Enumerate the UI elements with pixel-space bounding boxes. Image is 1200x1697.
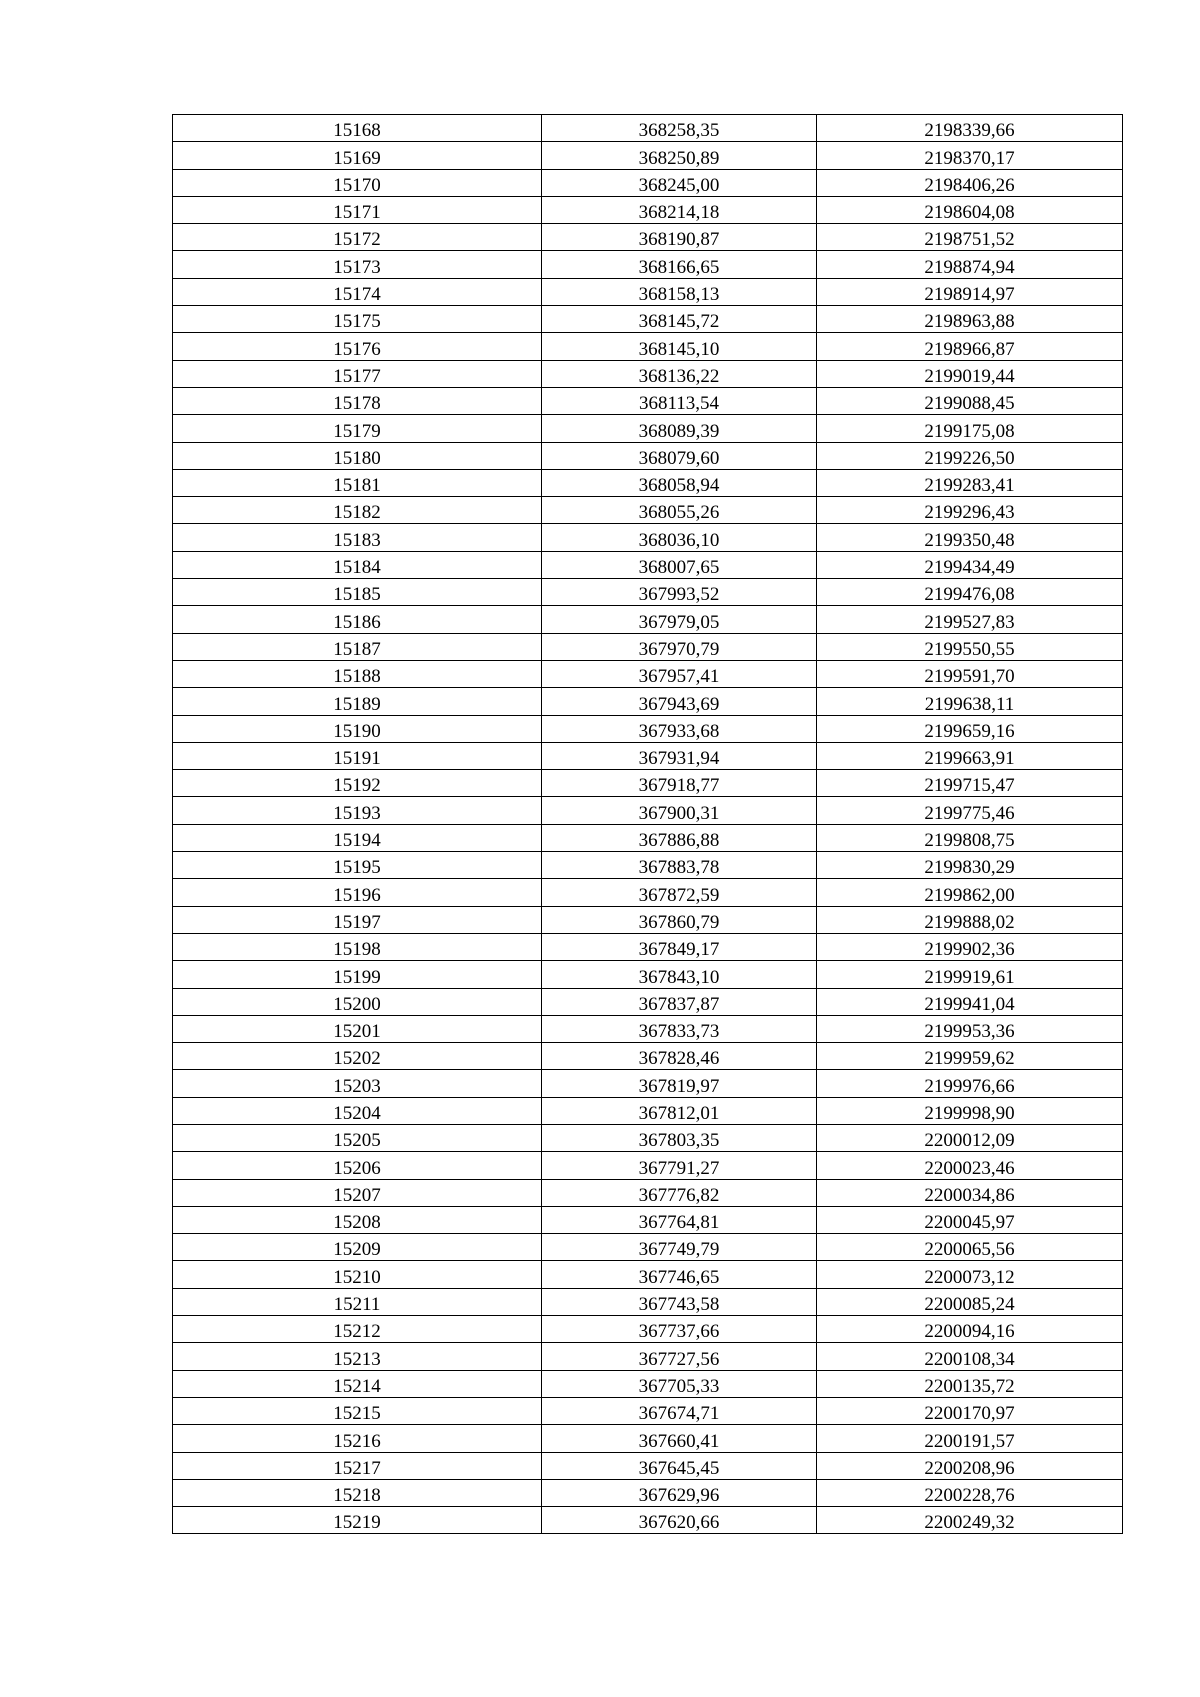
x-coordinate-cell: 368145,10 (542, 333, 817, 360)
point-number-cell: 15169 (173, 142, 542, 169)
x-coordinate-cell: 368245,00 (542, 169, 817, 196)
y-coordinate-cell: 2200191,57 (817, 1425, 1123, 1452)
point-number-cell: 15182 (173, 497, 542, 524)
table-row (173, 1343, 1123, 1370)
point-number-cell: 15212 (173, 1316, 542, 1343)
point-number-cell: 15218 (173, 1479, 542, 1506)
point-number-cell: 15173 (173, 251, 542, 278)
x-coordinate-cell: 368055,26 (542, 497, 817, 524)
y-coordinate-cell: 2199919,61 (817, 961, 1123, 988)
table-row (173, 1043, 1123, 1070)
table-row (173, 770, 1123, 797)
point-number-cell: 15179 (173, 415, 542, 442)
point-number-cell: 15200 (173, 988, 542, 1015)
y-coordinate-cell: 2199434,49 (817, 551, 1123, 578)
x-coordinate-cell: 368058,94 (542, 469, 817, 496)
table-row (173, 606, 1123, 633)
point-number-cell: 15210 (173, 1261, 542, 1288)
y-coordinate-cell: 2200170,97 (817, 1397, 1123, 1424)
x-coordinate-cell: 368158,13 (542, 278, 817, 305)
y-coordinate-cell: 2200249,32 (817, 1507, 1123, 1534)
y-coordinate-cell: 2198963,88 (817, 306, 1123, 333)
table-row (173, 442, 1123, 469)
table-row (173, 1124, 1123, 1151)
x-coordinate-cell: 367764,81 (542, 1206, 817, 1233)
point-number-cell: 15213 (173, 1343, 542, 1370)
point-number-cell: 15199 (173, 961, 542, 988)
x-coordinate-cell: 367860,79 (542, 906, 817, 933)
x-coordinate-cell: 367886,88 (542, 824, 817, 851)
y-coordinate-cell: 2198339,66 (817, 115, 1123, 142)
table-row (173, 1152, 1123, 1179)
table-row (173, 633, 1123, 660)
x-coordinate-cell: 368214,18 (542, 196, 817, 223)
table-row (173, 906, 1123, 933)
y-coordinate-cell: 2200085,24 (817, 1288, 1123, 1315)
y-coordinate-cell: 2199830,29 (817, 852, 1123, 879)
y-coordinate-cell: 2200135,72 (817, 1370, 1123, 1397)
point-number-cell: 15187 (173, 633, 542, 660)
y-coordinate-cell: 2199715,47 (817, 770, 1123, 797)
point-number-cell: 15217 (173, 1452, 542, 1479)
y-coordinate-cell: 2200228,76 (817, 1479, 1123, 1506)
point-number-cell: 15208 (173, 1206, 542, 1233)
table-row (173, 988, 1123, 1015)
x-coordinate-cell: 367743,58 (542, 1288, 817, 1315)
table-row (173, 1397, 1123, 1424)
point-number-cell: 15191 (173, 742, 542, 769)
point-number-cell: 15177 (173, 360, 542, 387)
point-number-cell: 15211 (173, 1288, 542, 1315)
y-coordinate-cell: 2200208,96 (817, 1452, 1123, 1479)
y-coordinate-cell: 2199775,46 (817, 797, 1123, 824)
table-row (173, 1261, 1123, 1288)
x-coordinate-cell: 368258,35 (542, 115, 817, 142)
x-coordinate-cell: 367776,82 (542, 1179, 817, 1206)
y-coordinate-cell: 2198751,52 (817, 224, 1123, 251)
y-coordinate-cell: 2198406,26 (817, 169, 1123, 196)
point-number-cell: 15175 (173, 306, 542, 333)
table-row (173, 251, 1123, 278)
x-coordinate-cell: 367812,01 (542, 1097, 817, 1124)
x-coordinate-cell: 367727,56 (542, 1343, 817, 1370)
y-coordinate-cell: 2199175,08 (817, 415, 1123, 442)
table-row (173, 1234, 1123, 1261)
y-coordinate-cell: 2199350,48 (817, 524, 1123, 551)
x-coordinate-cell: 367749,79 (542, 1234, 817, 1261)
x-coordinate-cell: 367837,87 (542, 988, 817, 1015)
table-row (173, 196, 1123, 223)
y-coordinate-cell: 2200045,97 (817, 1206, 1123, 1233)
point-number-cell: 15178 (173, 387, 542, 414)
x-coordinate-cell: 367819,97 (542, 1070, 817, 1097)
table-row (173, 1316, 1123, 1343)
table-row (173, 1425, 1123, 1452)
point-number-cell: 15192 (173, 770, 542, 797)
table-row (173, 961, 1123, 988)
table-row (173, 797, 1123, 824)
x-coordinate-cell: 368136,22 (542, 360, 817, 387)
table-row (173, 115, 1123, 142)
x-coordinate-cell: 367746,65 (542, 1261, 817, 1288)
y-coordinate-cell: 2200023,46 (817, 1152, 1123, 1179)
x-coordinate-cell: 367979,05 (542, 606, 817, 633)
x-coordinate-cell: 367957,41 (542, 660, 817, 687)
point-number-cell: 15189 (173, 688, 542, 715)
point-number-cell: 15215 (173, 1397, 542, 1424)
y-coordinate-cell: 2200073,12 (817, 1261, 1123, 1288)
point-number-cell: 15206 (173, 1152, 542, 1179)
y-coordinate-cell: 2199902,36 (817, 933, 1123, 960)
x-coordinate-cell: 367918,77 (542, 770, 817, 797)
point-number-cell: 15188 (173, 660, 542, 687)
y-coordinate-cell: 2199550,55 (817, 633, 1123, 660)
x-coordinate-cell: 367705,33 (542, 1370, 817, 1397)
point-number-cell: 15219 (173, 1507, 542, 1534)
y-coordinate-cell: 2199527,83 (817, 606, 1123, 633)
table-row (173, 1288, 1123, 1315)
x-coordinate-cell: 367843,10 (542, 961, 817, 988)
point-number-cell: 15184 (173, 551, 542, 578)
point-number-cell: 15204 (173, 1097, 542, 1124)
table-row (173, 142, 1123, 169)
y-coordinate-cell: 2200065,56 (817, 1234, 1123, 1261)
x-coordinate-cell: 368113,54 (542, 387, 817, 414)
point-number-cell: 15214 (173, 1370, 542, 1397)
table-row (173, 551, 1123, 578)
y-coordinate-cell: 2198966,87 (817, 333, 1123, 360)
y-coordinate-cell: 2199638,11 (817, 688, 1123, 715)
point-number-cell: 15207 (173, 1179, 542, 1206)
y-coordinate-cell: 2200108,34 (817, 1343, 1123, 1370)
x-coordinate-cell: 367993,52 (542, 579, 817, 606)
point-number-cell: 15185 (173, 579, 542, 606)
y-coordinate-cell: 2199941,04 (817, 988, 1123, 1015)
table-row (173, 1015, 1123, 1042)
point-number-cell: 15183 (173, 524, 542, 551)
table-row (173, 469, 1123, 496)
x-coordinate-cell: 367883,78 (542, 852, 817, 879)
x-coordinate-cell: 368036,10 (542, 524, 817, 551)
table-row (173, 879, 1123, 906)
table-row (173, 933, 1123, 960)
point-number-cell: 15176 (173, 333, 542, 360)
table-row (173, 1452, 1123, 1479)
table-row (173, 742, 1123, 769)
point-number-cell: 15195 (173, 852, 542, 879)
x-coordinate-cell: 367629,96 (542, 1479, 817, 1506)
table-row (173, 1070, 1123, 1097)
table-row (173, 715, 1123, 742)
x-coordinate-cell: 368145,72 (542, 306, 817, 333)
x-coordinate-cell: 367828,46 (542, 1043, 817, 1070)
y-coordinate-cell: 2199591,70 (817, 660, 1123, 687)
point-number-cell: 15193 (173, 797, 542, 824)
x-coordinate-cell: 367737,66 (542, 1316, 817, 1343)
point-number-cell: 15174 (173, 278, 542, 305)
point-number-cell: 15194 (173, 824, 542, 851)
point-number-cell: 15197 (173, 906, 542, 933)
y-coordinate-cell: 2199476,08 (817, 579, 1123, 606)
y-coordinate-cell: 2199283,41 (817, 469, 1123, 496)
point-number-cell: 15186 (173, 606, 542, 633)
table-row (173, 688, 1123, 715)
table-row (173, 224, 1123, 251)
y-coordinate-cell: 2198874,94 (817, 251, 1123, 278)
x-coordinate-cell: 368007,65 (542, 551, 817, 578)
table-row (173, 360, 1123, 387)
table-row (173, 169, 1123, 196)
table-row (173, 387, 1123, 414)
y-coordinate-cell: 2199888,02 (817, 906, 1123, 933)
x-coordinate-cell: 367803,35 (542, 1124, 817, 1151)
y-coordinate-cell: 2199808,75 (817, 824, 1123, 851)
table-row (173, 415, 1123, 442)
point-number-cell: 15209 (173, 1234, 542, 1261)
point-number-cell: 15190 (173, 715, 542, 742)
table-row (173, 579, 1123, 606)
x-coordinate-cell: 367933,68 (542, 715, 817, 742)
x-coordinate-cell: 368166,65 (542, 251, 817, 278)
y-coordinate-cell: 2199663,91 (817, 742, 1123, 769)
table-row (173, 524, 1123, 551)
point-number-cell: 15168 (173, 115, 542, 142)
table-row (173, 306, 1123, 333)
x-coordinate-cell: 368190,87 (542, 224, 817, 251)
x-coordinate-cell: 368089,39 (542, 415, 817, 442)
table-row (173, 1479, 1123, 1506)
x-coordinate-cell: 368079,60 (542, 442, 817, 469)
table-row (173, 278, 1123, 305)
table-row (173, 824, 1123, 851)
table-row (173, 1507, 1123, 1534)
x-coordinate-cell: 367849,17 (542, 933, 817, 960)
table-row (173, 852, 1123, 879)
point-number-cell: 15201 (173, 1015, 542, 1042)
y-coordinate-cell: 2199953,36 (817, 1015, 1123, 1042)
x-coordinate-cell: 367900,31 (542, 797, 817, 824)
y-coordinate-cell: 2199019,44 (817, 360, 1123, 387)
point-number-cell: 15170 (173, 169, 542, 196)
x-coordinate-cell: 367674,71 (542, 1397, 817, 1424)
y-coordinate-cell: 2200012,09 (817, 1124, 1123, 1151)
y-coordinate-cell: 2199862,00 (817, 879, 1123, 906)
x-coordinate-cell: 367872,59 (542, 879, 817, 906)
table-row (173, 1206, 1123, 1233)
x-coordinate-cell: 367943,69 (542, 688, 817, 715)
point-number-cell: 15216 (173, 1425, 542, 1452)
point-number-cell: 15203 (173, 1070, 542, 1097)
point-number-cell: 15202 (173, 1043, 542, 1070)
point-number-cell: 15171 (173, 196, 542, 223)
table-row (173, 1097, 1123, 1124)
x-coordinate-cell: 367620,66 (542, 1507, 817, 1534)
point-number-cell: 15180 (173, 442, 542, 469)
x-coordinate-cell: 367970,79 (542, 633, 817, 660)
point-number-cell: 15196 (173, 879, 542, 906)
point-number-cell: 15181 (173, 469, 542, 496)
point-number-cell: 15198 (173, 933, 542, 960)
table-row (173, 1179, 1123, 1206)
y-coordinate-cell: 2199088,45 (817, 387, 1123, 414)
coordinates-table-body (173, 115, 1123, 1534)
x-coordinate-cell: 367660,41 (542, 1425, 817, 1452)
y-coordinate-cell: 2200094,16 (817, 1316, 1123, 1343)
table-row (173, 333, 1123, 360)
x-coordinate-cell: 367645,45 (542, 1452, 817, 1479)
x-coordinate-cell: 367833,73 (542, 1015, 817, 1042)
point-number-cell: 15172 (173, 224, 542, 251)
y-coordinate-cell: 2199659,16 (817, 715, 1123, 742)
y-coordinate-cell: 2199226,50 (817, 442, 1123, 469)
table-row (173, 660, 1123, 687)
y-coordinate-cell: 2199296,43 (817, 497, 1123, 524)
y-coordinate-cell: 2199998,90 (817, 1097, 1123, 1124)
y-coordinate-cell: 2198914,97 (817, 278, 1123, 305)
y-coordinate-cell: 2198370,17 (817, 142, 1123, 169)
x-coordinate-cell: 368250,89 (542, 142, 817, 169)
table-row (173, 497, 1123, 524)
y-coordinate-cell: 2200034,86 (817, 1179, 1123, 1206)
point-number-cell: 15205 (173, 1124, 542, 1151)
x-coordinate-cell: 367931,94 (542, 742, 817, 769)
y-coordinate-cell: 2199976,66 (817, 1070, 1123, 1097)
y-coordinate-cell: 2198604,08 (817, 196, 1123, 223)
coordinates-table (172, 114, 1123, 1534)
y-coordinate-cell: 2199959,62 (817, 1043, 1123, 1070)
table-row (173, 1370, 1123, 1397)
x-coordinate-cell: 367791,27 (542, 1152, 817, 1179)
